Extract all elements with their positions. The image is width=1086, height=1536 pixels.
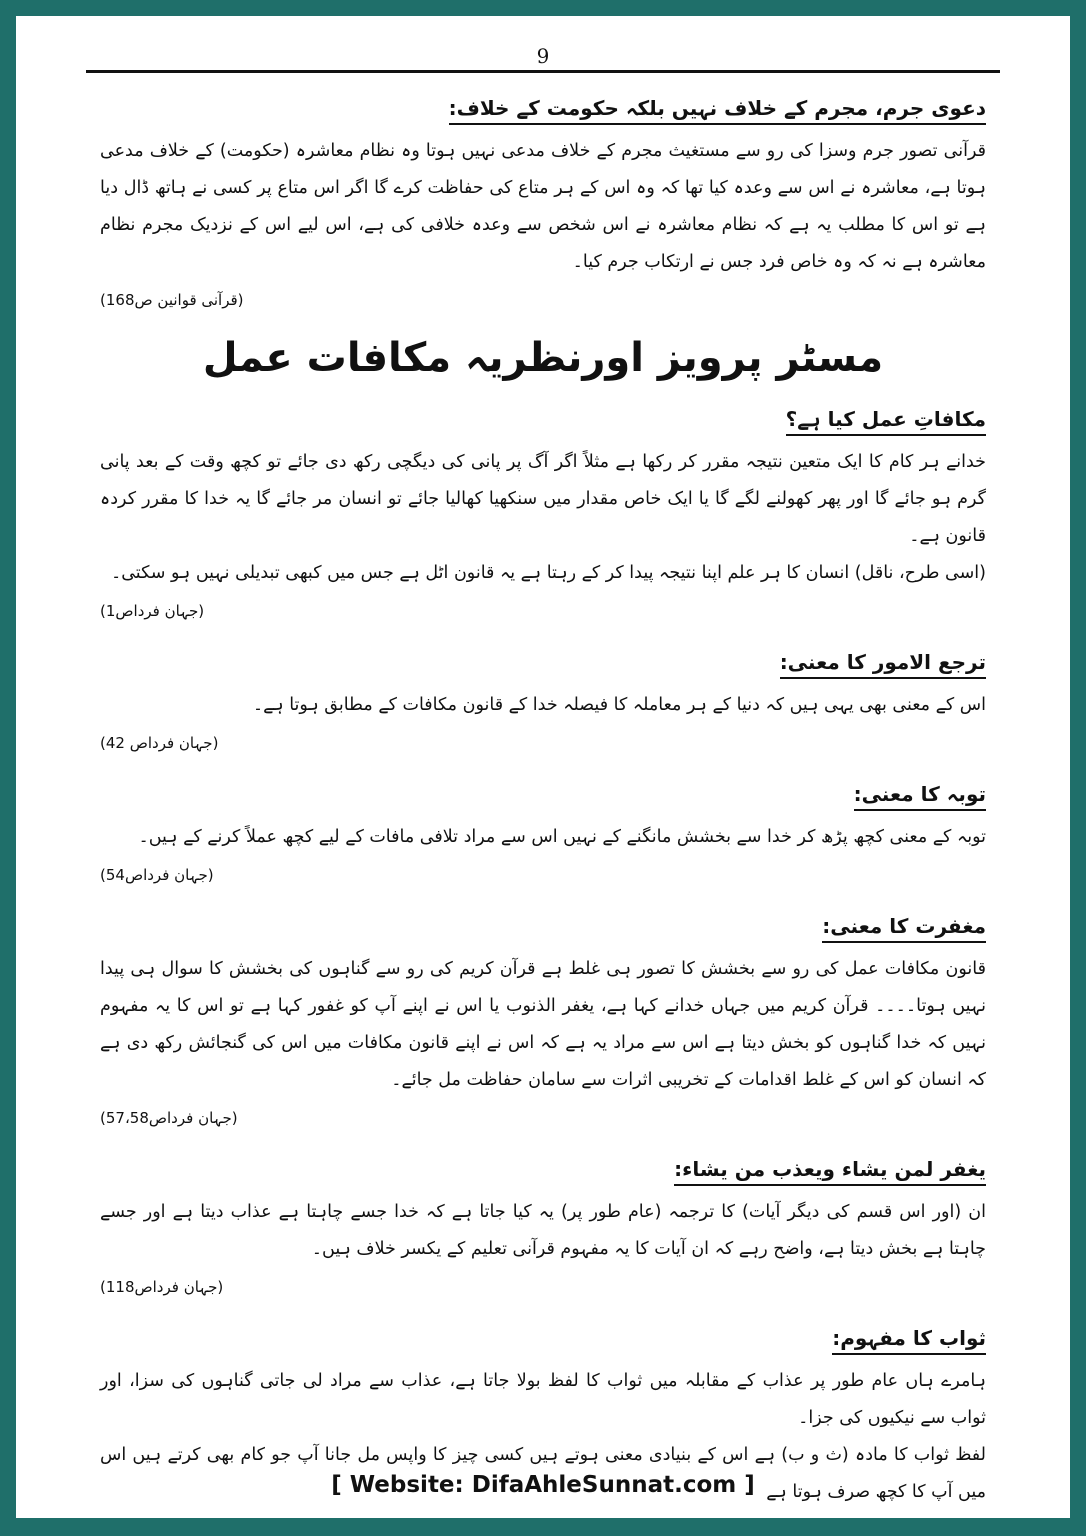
citation: (جہان فرداص118) [100,1278,224,1296]
paragraph: ہامرے ہاں عام طور پر عذاب کے مقابلہ میں ثواب کا لفظ بولا جاتا ہے، عذاب سے مراد لی جاتی گناہوں کی سزا، اور ثواب سے نیکیوں کی جزا۔ [100,1371,986,1428]
top-divider [86,70,1000,73]
citation: (قرآنی قوانین ص168) [100,291,244,309]
citation: (جہان فرداص 42) [100,734,219,752]
document-page [16,16,1070,1518]
section-heading: مغفرت کا معنی: [822,914,986,943]
paragraph: قانون مکافات عمل کی رو سے بخشش کا تصور ہی غلط ہے قرآن کریم کی رو سے گناہوں کی بخشش کا سوال ہی پیدا نہیں ہوتا۔۔۔۔ قرآن کریم میں جہاں خدانے کہا ہے، یغفر الذنوب یا اس نے اپنے آپ کو غفور کہا ہے تو اس کا یہ مفہوم نہیں کہ خدا گناہوں کو بخش دیتا ہے اس سے مراد یہ ہے کہ اس نے اپنے قانون مکافات میں اس کی گنجائش رکھ دی ہے کہ انسان کو اس کے غلط اقدامات کے تخریبی اثرات سے سامان حفاظت مل جائے۔ [100,959,986,1090]
section-heading: مکافاتِ عمل کیا ہے؟ [786,407,986,436]
website-footer: [ Website: DifaAhleSunnat.com ] [331,1472,755,1498]
section-dawa-jurm [100,92,986,309]
section-heading: یغفر لمن یشاء ویعذب من یشاء: [674,1157,986,1186]
paragraph: خدانے ہر کام کا ایک متعین نتیجہ مقرر کر رکھا ہے مثلاً اگر آگ پر پانی کی دیگچی رکھ دی جائے تو کچھ وقت کے بعد پانی گرم ہو جائے گا اور پھر کھولنے لگے گا یا ایک خاص مقدار میں سنکھیا کھالیا جائے تو انسان مر جائے گا یہ خدا کا مقرر کردہ قانون ہے۔ [100,452,986,546]
page-number: 9 [536,44,550,68]
paragraph: ان (اور اس قسم کی دیگر آیات) کا ترجمہ (عام طور پر) یہ کیا جاتا ہے کہ خدا جسے چاہتا ہے عذاب دیتا ہے اور جسے چاہتا ہے بخش دیتا ہے، واضح رہے کہ ان آیات کا یہ مفہوم قرآنی تعلیم کے یکسر خلاف ہیں۔ [100,1202,986,1259]
section-tauba [100,778,986,884]
section-maghfirat [100,910,986,1127]
citation: (جہان فرداص1) [100,602,205,620]
section-yaghfiru [100,1153,986,1296]
main-title: مسٹر پرویز اورنظریہ مکافات عمل [202,335,884,381]
section-heading: ثواب کا مفہوم: [832,1326,986,1355]
section-heading: دعوی جرم، مجرم کے خلاف نہیں بلکہ حکومت کے خلاف: [449,96,986,125]
paragraph: لفظ ثواب کا مادہ (ث و ب) ہے اس کے بنیادی معنی ہوتے ہیں کسی چیز کا واپس مل جانا آپ جو کام بھی کرتے ہیں اس میں آپ کا کچھ صرف ہوتا ہے [100,1445,986,1502]
section-heading: ترجع الامور کا معنی: [780,650,986,679]
citation: (جہان فرداص57،58) [100,1109,238,1127]
paragraph: قرآنی تصور جرم وسزا کی رو سے مستغیث مجرم کے خلاف مدعی نہیں ہوتا وہ نظام معاشرہ (حکومت) کے خلاف مدعی ہوتا ہے، معاشرہ نے اس سے وعدہ کیا تھا کہ وہ اس کے ہر متاع کی حفاظت کرے گا اگر اس متاع پر کسی نے ہاتھ ڈال دیا ہے تو اس کا مطلب یہ ہے کہ نظام معاشرہ نے اس شخص سے وعدہ خلافی کی ہے، اس لیے اس کے نزدیک مجرم نظام معاشرہ ہے نہ کہ وہ خاص فرد جس نے ارتکاب جرم کیا۔ [100,141,986,272]
paragraph: اس کے معنی بھی یہی ہیں کہ دنیا کے ہر معاملہ کا فیصلہ خدا کے قانون مکافات کے مطابق ہوتا ہے۔ [252,695,986,715]
section-makafat-amal [100,403,986,620]
paragraph: (اسی طرح، ناقل) انسان کا ہر علم اپنا نتیجہ پیدا کر کے رہتا ہے یہ قانون اٹل ہے جس میں کبھی تبدیلی نہیں ہو سکتی۔ [110,563,986,583]
section-turjau-al-umoor [100,646,986,752]
section-heading: توبہ کا معنی: [854,782,986,811]
paragraph: توبہ کے معنی کچھ پڑھ کر خدا سے بخشش مانگنے کے نہیں اس سے مراد تلافی مافات کے لیے کچھ عملاً کرنے کے ہیں۔ [138,827,986,847]
citation: (جہان فرداص54) [100,866,214,884]
article-content [100,92,986,1511]
